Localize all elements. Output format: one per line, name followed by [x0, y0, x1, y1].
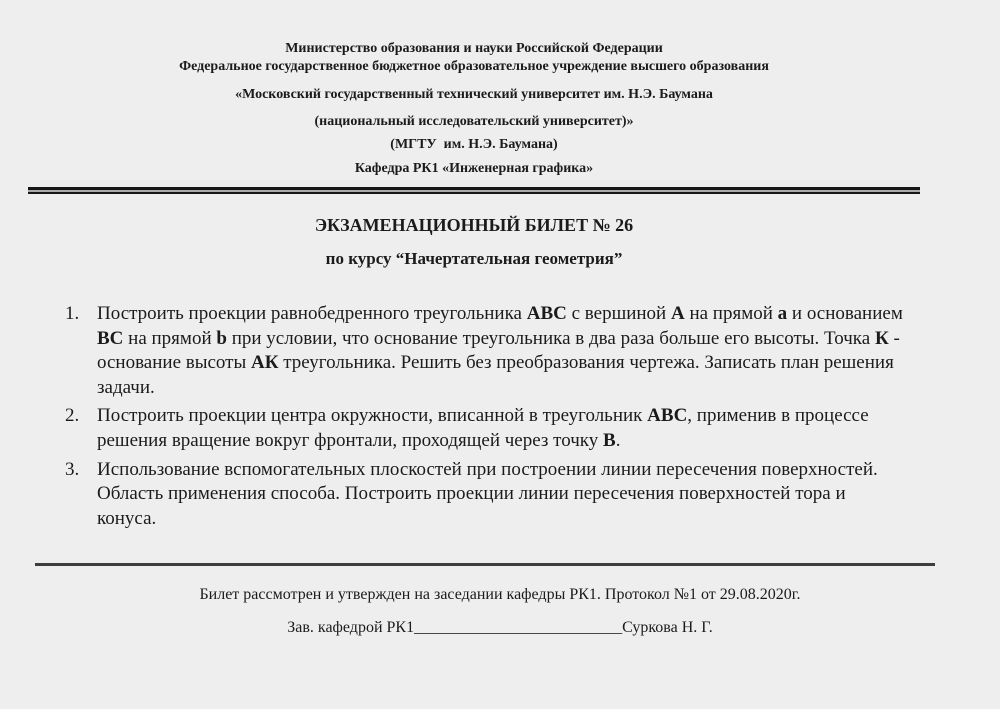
question-number: 2.	[65, 405, 80, 427]
header-double-rule	[28, 187, 920, 194]
ministry-line: Министерство образования и науки Российской Федерации	[285, 41, 663, 56]
university-abbreviation-line: (МГТУ им. Н.Э. Баумана)	[390, 137, 558, 152]
course-subtitle: по курсу “Начертательная геометрия”	[325, 249, 623, 268]
ticket-title: ЭКЗАМЕНАЦИОННЫЙ БИЛЕТ № 26	[314, 215, 634, 235]
question-item-3	[65, 458, 920, 532]
question-text: Использование вспомогательных плоскостей при построении линии пересечения поверхностей. Область применения способа. Построить проекции линии пересечения поверхностей тора и конуса.	[97, 458, 878, 529]
signature-line: Зав. кафедрой РК1__________________________Суркова Н. Г.	[287, 619, 713, 636]
document-header	[28, 0, 920, 177]
footer-block	[0, 563, 1000, 638]
question-list	[28, 302, 920, 531]
question-number: 3.	[65, 458, 80, 480]
question-item-1	[65, 302, 920, 400]
page-content	[28, 0, 920, 531]
ticket-body	[28, 214, 920, 531]
question-number: 1.	[65, 303, 80, 324]
institution-line: Федеральное государственное бюджетное образовательное учреждение высшего образования	[179, 59, 769, 74]
university-name-line: «Московский государственный технический университет им. Н.Э. Баумана	[235, 87, 713, 102]
footer-rule	[35, 563, 935, 566]
question-text: Построить проекции центра окружности, вписанной в треугольник АВС, применив в процессе решения вращение вокруг фронтали, проходящей через точку В.	[97, 405, 869, 451]
university-status-line: (национальный исследовательский университет)»	[314, 114, 634, 129]
department-line: Кафедра РК1 «Инженерная графика»	[354, 161, 594, 176]
approval-line: Билет рассмотрен и утвержден на заседании кафедры РК1. Протокол №1 от 29.08.2020г.	[199, 586, 801, 603]
question-text: Построить проекции равнобедренного треугольника АВС с вершиной А на прямой a и основанием ВС на прямой b при условии, что основание треугольника в два раза больше его высоты. Точка К - основание высоты АК треугольника. Решить без преобразования чертежа. Записать план решения задачи.	[97, 303, 903, 398]
question-item-2	[65, 404, 920, 453]
